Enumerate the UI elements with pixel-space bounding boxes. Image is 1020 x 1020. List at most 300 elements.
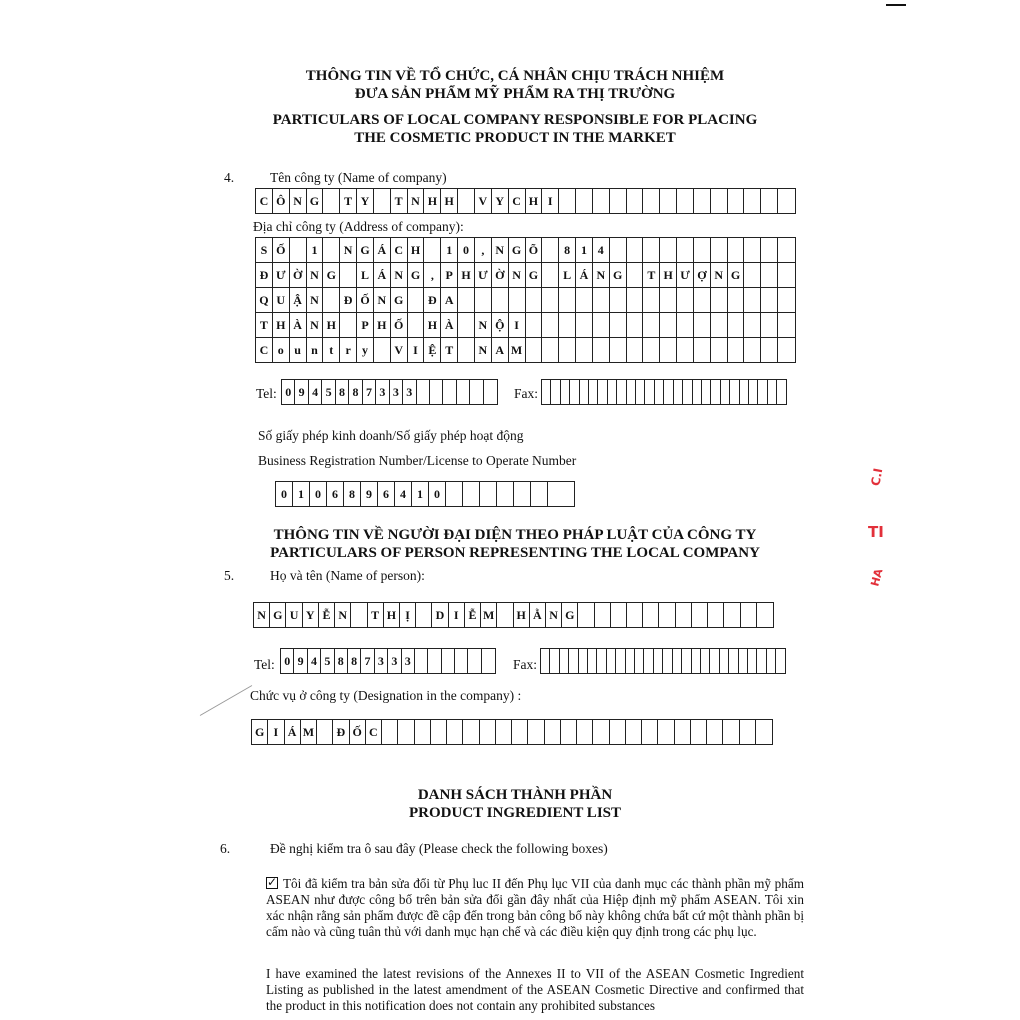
grid-cell <box>659 603 675 627</box>
grid-cell: N <box>475 338 492 362</box>
grid-cell: n <box>307 338 324 362</box>
company-name-grid[interactable] <box>255 188 796 214</box>
grid-cell <box>559 338 576 362</box>
grid-cell: C <box>256 338 273 362</box>
grid-cell: Ư <box>273 263 290 287</box>
grid-cell <box>660 189 677 213</box>
grid-cell <box>728 288 745 312</box>
grid-cell <box>617 380 626 404</box>
grid-cell <box>512 720 528 744</box>
grid-cell <box>542 238 559 262</box>
grid-cell: N <box>593 263 610 287</box>
grid-cell <box>551 380 560 404</box>
person-tel-grid[interactable] <box>280 648 496 674</box>
grid-cell: 8 <box>348 649 361 673</box>
grid-cell <box>593 288 610 312</box>
grid-cell: 3 <box>375 649 388 673</box>
grid-cell: N <box>340 238 357 262</box>
grid-cell <box>442 649 455 673</box>
grid-cell <box>643 338 660 362</box>
grid-cell: T <box>368 603 384 627</box>
grid-cell: y <box>357 338 374 362</box>
grid-cell <box>761 313 778 337</box>
grid-cell: I <box>268 720 284 744</box>
grid-cell: 9 <box>295 380 308 404</box>
grid-cell: G <box>728 263 745 287</box>
grid-cell <box>642 720 658 744</box>
grid-cell <box>509 288 526 312</box>
grid-cell <box>694 238 711 262</box>
representative-title-vi: THÔNG TIN VỀ NGƯỜI ĐẠI DIỆN THEO PHÁP LUẬT CỦA CÔNG TY <box>273 527 757 543</box>
grid-cell <box>673 649 682 673</box>
grid-cell <box>758 380 767 404</box>
grid-cell <box>458 288 475 312</box>
grid-cell <box>744 288 761 312</box>
grid-cell <box>663 649 672 673</box>
grid-cell <box>710 649 719 673</box>
grid-cell <box>595 603 611 627</box>
grid-cell <box>340 313 357 337</box>
grid-cell: N <box>307 288 324 312</box>
grid-cell <box>655 380 664 404</box>
grid-cell <box>561 380 570 404</box>
grid-cell <box>627 288 644 312</box>
grid-cell: G <box>610 263 627 287</box>
grid-cell: Á <box>374 263 391 287</box>
grid-cell <box>693 380 702 404</box>
grid-cell <box>323 238 340 262</box>
grid-cell <box>514 482 531 506</box>
grid-cell: Ờ <box>290 263 307 287</box>
grid-cell <box>627 338 644 362</box>
grid-cell <box>569 649 578 673</box>
company-name-label: Tên công ty (Name of company) <box>270 170 447 185</box>
stamp-mark-1: C.I <box>868 466 886 488</box>
address-row-grid[interactable] <box>255 337 796 363</box>
grid-cell <box>610 338 627 362</box>
grid-cell <box>694 338 711 362</box>
grid-cell <box>757 603 773 627</box>
grid-cell: U <box>273 288 290 312</box>
grid-cell: N <box>335 603 351 627</box>
grid-cell <box>550 649 559 673</box>
grid-cell <box>744 313 761 337</box>
grid-cell: N <box>307 263 324 287</box>
grid-cell: Á <box>576 263 593 287</box>
grid-cell <box>526 288 543 312</box>
grid-cell: Ằ <box>530 603 546 627</box>
grid-cell: 8 <box>344 482 361 506</box>
grid-cell <box>627 238 644 262</box>
grid-cell <box>475 288 492 312</box>
grid-cell <box>721 380 730 404</box>
grid-cell: G <box>408 263 425 287</box>
grid-cell: 0 <box>281 649 294 673</box>
ingredients-title-vi: DANH SÁCH THÀNH PHẦN <box>417 787 613 803</box>
grid-cell: L <box>559 263 576 287</box>
grid-cell: N <box>408 189 425 213</box>
company-fax-grid[interactable] <box>541 379 787 405</box>
grid-cell <box>431 720 447 744</box>
grid-cell: H <box>441 189 458 213</box>
grid-cell <box>692 603 708 627</box>
grid-cell <box>496 720 512 744</box>
grid-cell: Y <box>492 189 509 213</box>
grid-cell: U <box>286 603 302 627</box>
grid-cell <box>761 288 778 312</box>
address-row-grid[interactable] <box>255 287 796 313</box>
grid-cell: Õ <box>526 238 543 262</box>
company-address-label: Địa chỉ công ty (Address of company): <box>253 219 464 234</box>
representative-title-en: PARTICULARS OF PERSON REPRESENTING THE LOCAL COMPANY <box>270 545 760 561</box>
grid-cell <box>382 720 398 744</box>
grid-cell: 7 <box>363 380 376 404</box>
grid-cell: Q <box>256 288 273 312</box>
grid-cell <box>728 189 745 213</box>
grid-cell: 9 <box>361 482 378 506</box>
grid-cell <box>611 603 627 627</box>
grid-cell <box>749 380 758 404</box>
grid-cell <box>778 313 795 337</box>
grid-cell <box>458 313 475 337</box>
grid-cell: H <box>424 313 441 337</box>
grid-cell: T <box>391 189 408 213</box>
grid-cell <box>593 189 610 213</box>
grid-cell <box>463 482 480 506</box>
grid-cell <box>416 603 432 627</box>
grid-cell: G <box>357 238 374 262</box>
grid-cell: , <box>424 263 441 287</box>
grid-cell <box>739 649 748 673</box>
ingredients-title-en: PRODUCT INGREDIENT LIST <box>409 805 621 821</box>
grid-cell <box>744 238 761 262</box>
grid-cell: 5 <box>321 649 334 673</box>
grid-cell <box>580 380 589 404</box>
address-row-grid[interactable] <box>255 312 796 338</box>
grid-cell <box>683 380 692 404</box>
grid-cell: 3 <box>376 380 389 404</box>
grid-cell <box>711 313 728 337</box>
grid-cell: 0 <box>458 238 475 262</box>
grid-cell: Ậ <box>290 288 307 312</box>
grid-cell <box>531 482 548 506</box>
grid-cell: Ệ <box>424 338 441 362</box>
grid-cell <box>610 720 626 744</box>
grid-cell <box>497 603 513 627</box>
grid-cell: Ố <box>273 238 290 262</box>
grid-cell: Ô <box>273 189 290 213</box>
pencil-stroke <box>200 685 252 716</box>
grid-cell <box>616 649 625 673</box>
grid-cell <box>744 263 761 287</box>
grid-cell <box>627 603 643 627</box>
grid-cell <box>675 720 691 744</box>
grid-cell: 8 <box>336 380 349 404</box>
grid-cell <box>654 649 663 673</box>
grid-cell <box>776 649 785 673</box>
grid-cell <box>610 238 627 262</box>
grid-cell: H <box>374 313 391 337</box>
section-4-number: 4. <box>224 170 235 185</box>
grid-cell: N <box>307 313 324 337</box>
grid-cell: N <box>492 238 509 262</box>
declaration-vi <box>266 876 804 940</box>
grid-cell <box>542 338 559 362</box>
grid-cell <box>728 238 745 262</box>
scan-corner-mark <box>886 0 906 6</box>
grid-cell: 0 <box>310 482 327 506</box>
address-row-grid[interactable] <box>255 262 796 288</box>
grid-cell: Đ <box>256 263 273 287</box>
grid-cell <box>767 649 776 673</box>
person-tel-label: Tel: <box>254 657 275 672</box>
grid-cell: 4 <box>395 482 412 506</box>
grid-cell <box>323 189 340 213</box>
grid-cell: G <box>270 603 286 627</box>
grid-cell: H <box>323 313 340 337</box>
grid-cell <box>676 603 692 627</box>
grid-cell: Ễ <box>319 603 335 627</box>
grid-cell <box>748 649 757 673</box>
grid-cell <box>415 720 431 744</box>
grid-cell: C <box>391 238 408 262</box>
grid-cell <box>730 380 739 404</box>
grid-cell: t <box>323 338 340 362</box>
grid-cell <box>627 189 644 213</box>
grid-cell: 3 <box>390 380 403 404</box>
grid-cell <box>724 603 740 627</box>
grid-cell: G <box>562 603 578 627</box>
grid-cell: 8 <box>349 380 362 404</box>
grid-cell <box>744 189 761 213</box>
grid-cell: H <box>273 313 290 337</box>
grid-cell <box>610 288 627 312</box>
grid-cell: P <box>441 263 458 287</box>
person-fax-label: Fax: <box>513 657 538 672</box>
declaration-en: I have examined the latest revisions of the Annexes II to VII of the ASEAN Cosmetic Ingredient Listing as published in the latest amendment of the ASEAN Cosmetic Directive and confirmed that the product in this notification does not contain any prohibited substances <box>266 966 804 1013</box>
grid-cell: M <box>509 338 526 362</box>
grid-cell <box>692 649 701 673</box>
grid-cell <box>711 189 728 213</box>
grid-cell <box>577 720 593 744</box>
stamp-mark-3: HA <box>868 567 886 588</box>
grid-cell: Y <box>303 603 319 627</box>
grid-cell <box>417 380 430 404</box>
grid-cell <box>694 288 711 312</box>
grid-cell <box>497 482 514 506</box>
grid-cell: Đ <box>340 288 357 312</box>
grid-cell: 1 <box>441 238 458 262</box>
grid-cell: G <box>307 189 324 213</box>
grid-cell <box>548 482 565 506</box>
grid-cell: u <box>290 338 307 362</box>
grid-cell <box>545 720 561 744</box>
grid-cell <box>643 313 660 337</box>
grid-cell <box>541 649 550 673</box>
grid-cell <box>729 649 738 673</box>
grid-cell <box>768 380 777 404</box>
grid-cell <box>560 649 569 673</box>
grid-cell <box>598 380 607 404</box>
license-number-grid[interactable] <box>275 481 575 507</box>
grid-cell <box>455 649 468 673</box>
grid-cell: 9 <box>294 649 307 673</box>
grid-cell <box>778 263 795 287</box>
grid-cell <box>593 313 610 337</box>
grid-cell <box>323 288 340 312</box>
grid-cell <box>711 380 720 404</box>
grid-cell: Y <box>357 189 374 213</box>
company-tel-label: Tel: <box>256 386 277 401</box>
grid-cell: Ố <box>391 313 408 337</box>
grid-cell: 6 <box>378 482 395 506</box>
grid-cell <box>559 189 576 213</box>
grid-cell: 1 <box>412 482 429 506</box>
grid-cell <box>778 238 795 262</box>
grid-cell: Đ <box>333 720 349 744</box>
grid-cell <box>694 189 711 213</box>
grid-cell <box>643 288 660 312</box>
grid-cell: H <box>408 238 425 262</box>
section-5-number: 5. <box>224 568 235 583</box>
title-vi-line1: THÔNG TIN VỀ TỔ CHỨC, CÁ NHÂN CHỊU TRÁCH NHIỆM <box>305 68 725 84</box>
grid-cell <box>610 189 627 213</box>
grid-cell: 3 <box>403 380 416 404</box>
grid-cell: o <box>273 338 290 362</box>
grid-cell: r <box>340 338 357 362</box>
company-tel-grid[interactable] <box>281 379 498 405</box>
grid-cell <box>702 380 711 404</box>
grid-cell <box>627 313 644 337</box>
grid-cell <box>446 482 463 506</box>
grid-cell: N <box>290 189 307 213</box>
address-row-grid[interactable] <box>255 237 796 263</box>
designation-grid[interactable] <box>251 719 773 745</box>
declaration-vi-text: Tôi đã kiểm tra bản sửa đổi từ Phụ luc II đến Phụ lục VII của danh mục các thành phần mỹ phẩm ASEAN như được công bố trên bản sửa đổi gần đây nhất của Hiệp định mỹ phẩm ASEAN. Tôi xin xác nhận rằng sản phẩm được đề cập đến trong bản công bố này không chứa bất cứ một thành phần bị cấm nào và cũng tuân thủ với danh mục hạn chế và các điều kiện quy định trong các phụ lục. <box>266 876 804 939</box>
grid-cell <box>660 238 677 262</box>
grid-cell: H <box>458 263 475 287</box>
grid-cell <box>658 720 674 744</box>
grid-cell: N <box>374 288 391 312</box>
grid-cell: H <box>424 189 441 213</box>
grid-cell <box>744 338 761 362</box>
grid-cell <box>374 189 391 213</box>
grid-cell <box>415 649 428 673</box>
grid-cell: G <box>252 720 268 744</box>
grid-cell <box>660 288 677 312</box>
grid-cell <box>778 288 795 312</box>
grid-cell <box>340 263 357 287</box>
grid-cell: I <box>542 189 559 213</box>
grid-cell: I <box>449 603 465 627</box>
grid-cell <box>694 313 711 337</box>
grid-cell <box>708 603 724 627</box>
grid-cell <box>723 720 739 744</box>
grid-cell: G <box>391 288 408 312</box>
grid-cell <box>290 238 307 262</box>
grid-cell <box>711 238 728 262</box>
company-fax-label: Fax: <box>514 386 539 401</box>
grid-cell: 7 <box>361 649 374 673</box>
grid-cell <box>408 313 425 337</box>
grid-cell: H <box>526 189 543 213</box>
grid-cell <box>757 649 766 673</box>
grid-cell <box>682 649 691 673</box>
grid-cell: À <box>441 313 458 337</box>
person-fax-grid[interactable] <box>540 648 786 674</box>
grid-cell: Đ <box>424 288 441 312</box>
grid-cell <box>484 380 497 404</box>
grid-cell <box>720 649 729 673</box>
grid-cell: V <box>391 338 408 362</box>
grid-cell <box>576 288 593 312</box>
grid-cell <box>559 288 576 312</box>
grid-cell <box>528 720 544 744</box>
grid-cell <box>636 380 645 404</box>
grid-cell: Á <box>374 238 391 262</box>
grid-cell <box>635 649 644 673</box>
grid-cell <box>457 380 470 404</box>
grid-cell <box>701 649 710 673</box>
grid-cell: 1 <box>576 238 593 262</box>
grid-cell <box>610 313 627 337</box>
grid-cell <box>570 380 579 404</box>
grid-cell: Ố <box>357 288 374 312</box>
grid-cell: 8 <box>559 238 576 262</box>
grid-cell <box>317 720 333 744</box>
grid-cell <box>482 649 495 673</box>
grid-cell: 0 <box>282 380 295 404</box>
grid-cell <box>761 338 778 362</box>
grid-cell: 0 <box>429 482 446 506</box>
title-en-line1: PARTICULARS OF LOCAL COMPANY RESPONSIBLE FOR PLACING <box>272 112 758 128</box>
grid-cell <box>443 380 456 404</box>
grid-cell: Ợ <box>694 263 711 287</box>
grid-cell <box>778 189 795 213</box>
grid-cell: D <box>432 603 448 627</box>
grid-cell: L <box>357 263 374 287</box>
grid-cell: 4 <box>309 380 322 404</box>
person-name-label: Họ và tên (Name of person): <box>270 568 425 583</box>
grid-cell <box>643 189 660 213</box>
grid-cell <box>480 720 496 744</box>
grid-cell: G <box>526 263 543 287</box>
grid-cell: N <box>391 263 408 287</box>
declaration-checkbox[interactable] <box>266 877 278 889</box>
grid-cell: M <box>481 603 497 627</box>
grid-cell: À <box>290 313 307 337</box>
grid-cell <box>447 720 463 744</box>
grid-cell: Ố <box>350 720 366 744</box>
grid-cell: N <box>546 603 562 627</box>
grid-cell <box>468 649 481 673</box>
grid-cell <box>778 338 795 362</box>
grid-cell <box>597 649 606 673</box>
grid-cell <box>677 189 694 213</box>
grid-cell: 1 <box>307 238 324 262</box>
grid-cell: Ư <box>677 263 694 287</box>
grid-cell: Ư <box>475 263 492 287</box>
person-name-grid[interactable] <box>253 602 774 628</box>
grid-cell <box>576 338 593 362</box>
grid-cell <box>492 288 509 312</box>
grid-cell: 4 <box>308 649 321 673</box>
grid-cell <box>645 380 654 404</box>
grid-cell <box>707 720 723 744</box>
grid-cell: A <box>492 338 509 362</box>
grid-cell <box>351 603 367 627</box>
grid-cell <box>576 313 593 337</box>
